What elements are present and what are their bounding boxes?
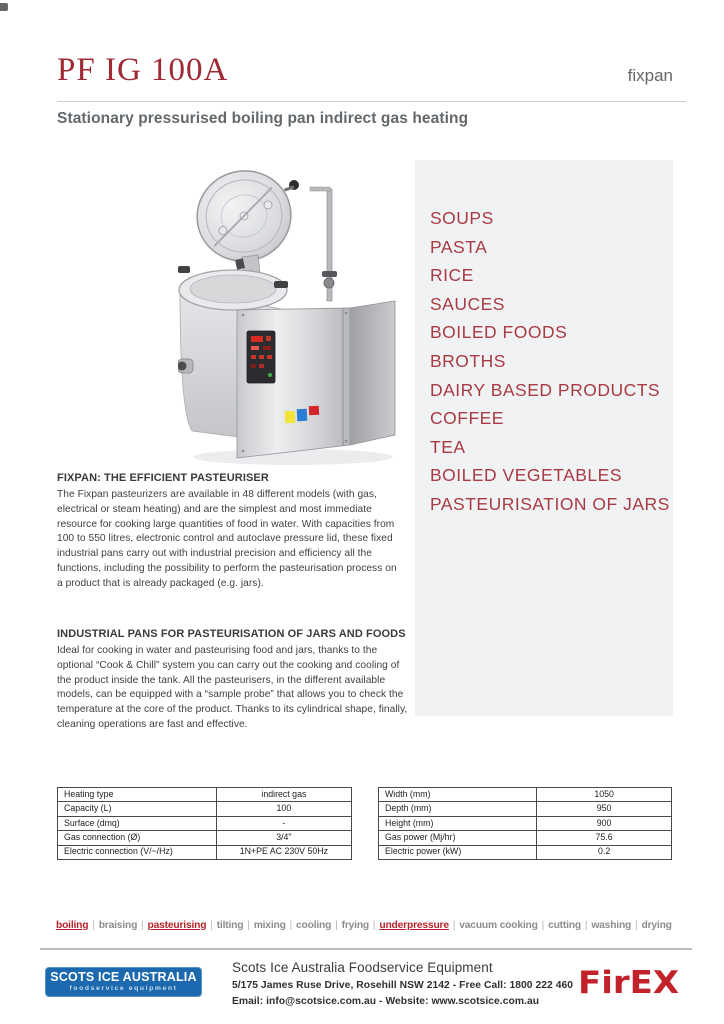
function-vacuum-cooking: vacuum cooking — [459, 920, 538, 931]
function-tilting: tilting — [216, 920, 244, 931]
series-tag: fixpan — [627, 66, 673, 85]
section-heading: FIXPAN: THE EFFICIENT PASTEURISER — [57, 472, 269, 484]
application-item: RICE — [430, 265, 474, 286]
applications-list — [415, 160, 673, 519]
company-name: Scots Ice Australia Foodservice Equipment — [232, 960, 493, 975]
functions-strip — [56, 920, 672, 931]
spec-value: 1N+PE AC 230V 50Hz — [216, 845, 351, 859]
spec-label: Electric connection (V/~/Hz) — [58, 845, 217, 859]
firex-logo: FirEX — [578, 964, 680, 1002]
separator: | — [210, 920, 213, 931]
section-body: Ideal for cooking in water and pasteurising food and jars, thanks to the optional “Cook & Chill” system you can carry out the cooking and cooling of the product inside the tank. All the pasteurisers, in the different available models, can be equipped with a “sample probe” that allows you to check the temperature at the core of the product. Thanks to its cylindrical shape, finally, cleaning operations are fast and effective. — [57, 645, 408, 730]
separator: | — [289, 920, 293, 931]
application-item: BOILED VEGETABLES — [430, 465, 622, 486]
boiling-pan-illustration — [178, 163, 403, 468]
application-item: DAIRY BASED PRODUCTS — [430, 379, 661, 400]
applications-panel — [415, 160, 673, 716]
page-title: PF IG 100A — [57, 52, 229, 88]
application-item: PASTA — [430, 236, 488, 257]
application-item: BOILED FOODS — [430, 322, 568, 343]
function-underpressure: underpressure — [379, 920, 449, 931]
footer-divider — [40, 948, 692, 950]
function-pasteurising: pasteurising — [147, 920, 207, 931]
scan-artifact — [0, 3, 8, 11]
spec-value: indirect gas — [216, 788, 351, 802]
table-row — [58, 831, 352, 845]
company-address: 5/175 James Ruse Drive, Rosehill NSW 2142 - Free Call: 1800 222 460 — [232, 980, 574, 991]
function-drying: drying — [641, 920, 672, 931]
function-washing: washing — [591, 920, 632, 931]
separator: | — [92, 920, 95, 931]
spec-label: Height (mm) — [379, 816, 537, 830]
separator: | — [335, 920, 338, 931]
spec-value: 0.2 — [537, 845, 672, 859]
spec-value: 1050 — [537, 788, 672, 802]
function-braising: braising — [98, 920, 138, 931]
application-item: TEA — [430, 436, 466, 457]
spec-value: 75.6 — [537, 831, 672, 845]
scots-ice-logo — [45, 967, 202, 997]
spec-value: 900 — [537, 816, 672, 830]
function-boiling: boiling — [56, 920, 89, 931]
company-contact: Email: info@scotsice.com.au - Website: www.scotsice.com.au — [232, 995, 540, 1007]
spec-label: Width (mm) — [379, 788, 537, 802]
spec-value: 950 — [537, 802, 672, 816]
function-frying: frying — [341, 920, 370, 931]
table-row — [58, 788, 352, 802]
function-cutting: cutting — [548, 920, 581, 931]
section-fixpan-pasteuriser — [57, 472, 405, 591]
separator: | — [141, 920, 144, 931]
separator: | — [635, 920, 638, 931]
separator: | — [584, 920, 588, 931]
footer-contact-block — [232, 960, 573, 1010]
table-row — [58, 816, 352, 830]
spec-label: Electric power (kW) — [379, 845, 537, 859]
separator: | — [372, 920, 376, 931]
function-mixing: mixing — [253, 920, 286, 931]
application-item: BROTHS — [430, 350, 506, 371]
spec-value: 100 — [216, 802, 351, 816]
table-row — [379, 802, 672, 816]
separator: | — [452, 920, 456, 931]
spec-label: Gas connection (Ø) — [58, 831, 217, 845]
table-row — [379, 788, 672, 802]
spec-label: Surface (dmq) — [58, 816, 217, 830]
product-photo — [178, 163, 403, 468]
table-row — [379, 816, 672, 830]
application-item: PASTEURISATION OF JARS — [430, 493, 670, 514]
spec-label: Heating type — [58, 788, 217, 802]
spec-table-connections — [57, 787, 352, 860]
section-industrial-pans — [57, 628, 410, 733]
spec-value: 3/4" — [216, 831, 351, 845]
function-cooling: cooling — [296, 920, 332, 931]
table-row — [58, 802, 352, 816]
application-item: SAUCES — [430, 293, 505, 314]
table-row — [379, 845, 672, 859]
spec-label: Depth (mm) — [379, 802, 537, 816]
application-item: SOUPS — [430, 208, 494, 228]
separator: | — [541, 920, 545, 931]
application-item: COFFEE — [430, 408, 504, 429]
spec-value: - — [216, 816, 351, 830]
scots-ice-logo-text: SCOTS ICE AUSTRALIA — [50, 970, 197, 984]
section-heading: INDUSTRIAL PANS FOR PASTEURISATION OF JARS AND FOODS — [57, 628, 406, 640]
table-row — [379, 831, 672, 845]
scots-ice-logo-tagline: foodservice equipment — [69, 984, 178, 992]
section-body: The Fixpan pasteurizers are available in 48 different models (with gas, electrical or steam heating) and are the simplest and most immediate resource for cooking large quantities of food in water. With capacities from 100 to 550 litres, electronic control and autoclave pressure lid, these fixed industrial pans carry out with industrial precision and efficiency all the functions, including the possibility to perform the pasteurisation process on a product that is already packaged (e.g. jars). — [57, 489, 397, 589]
spec-table-dimensions — [378, 787, 672, 860]
spec-label: Capacity (L) — [58, 802, 217, 816]
product-subtitle: Stationary pressurised boiling pan indirect gas heating — [57, 110, 469, 127]
separator: | — [247, 920, 250, 931]
table-row — [58, 845, 352, 859]
spec-label: Gas power (Mj/hr) — [379, 831, 537, 845]
header-divider — [57, 101, 686, 102]
